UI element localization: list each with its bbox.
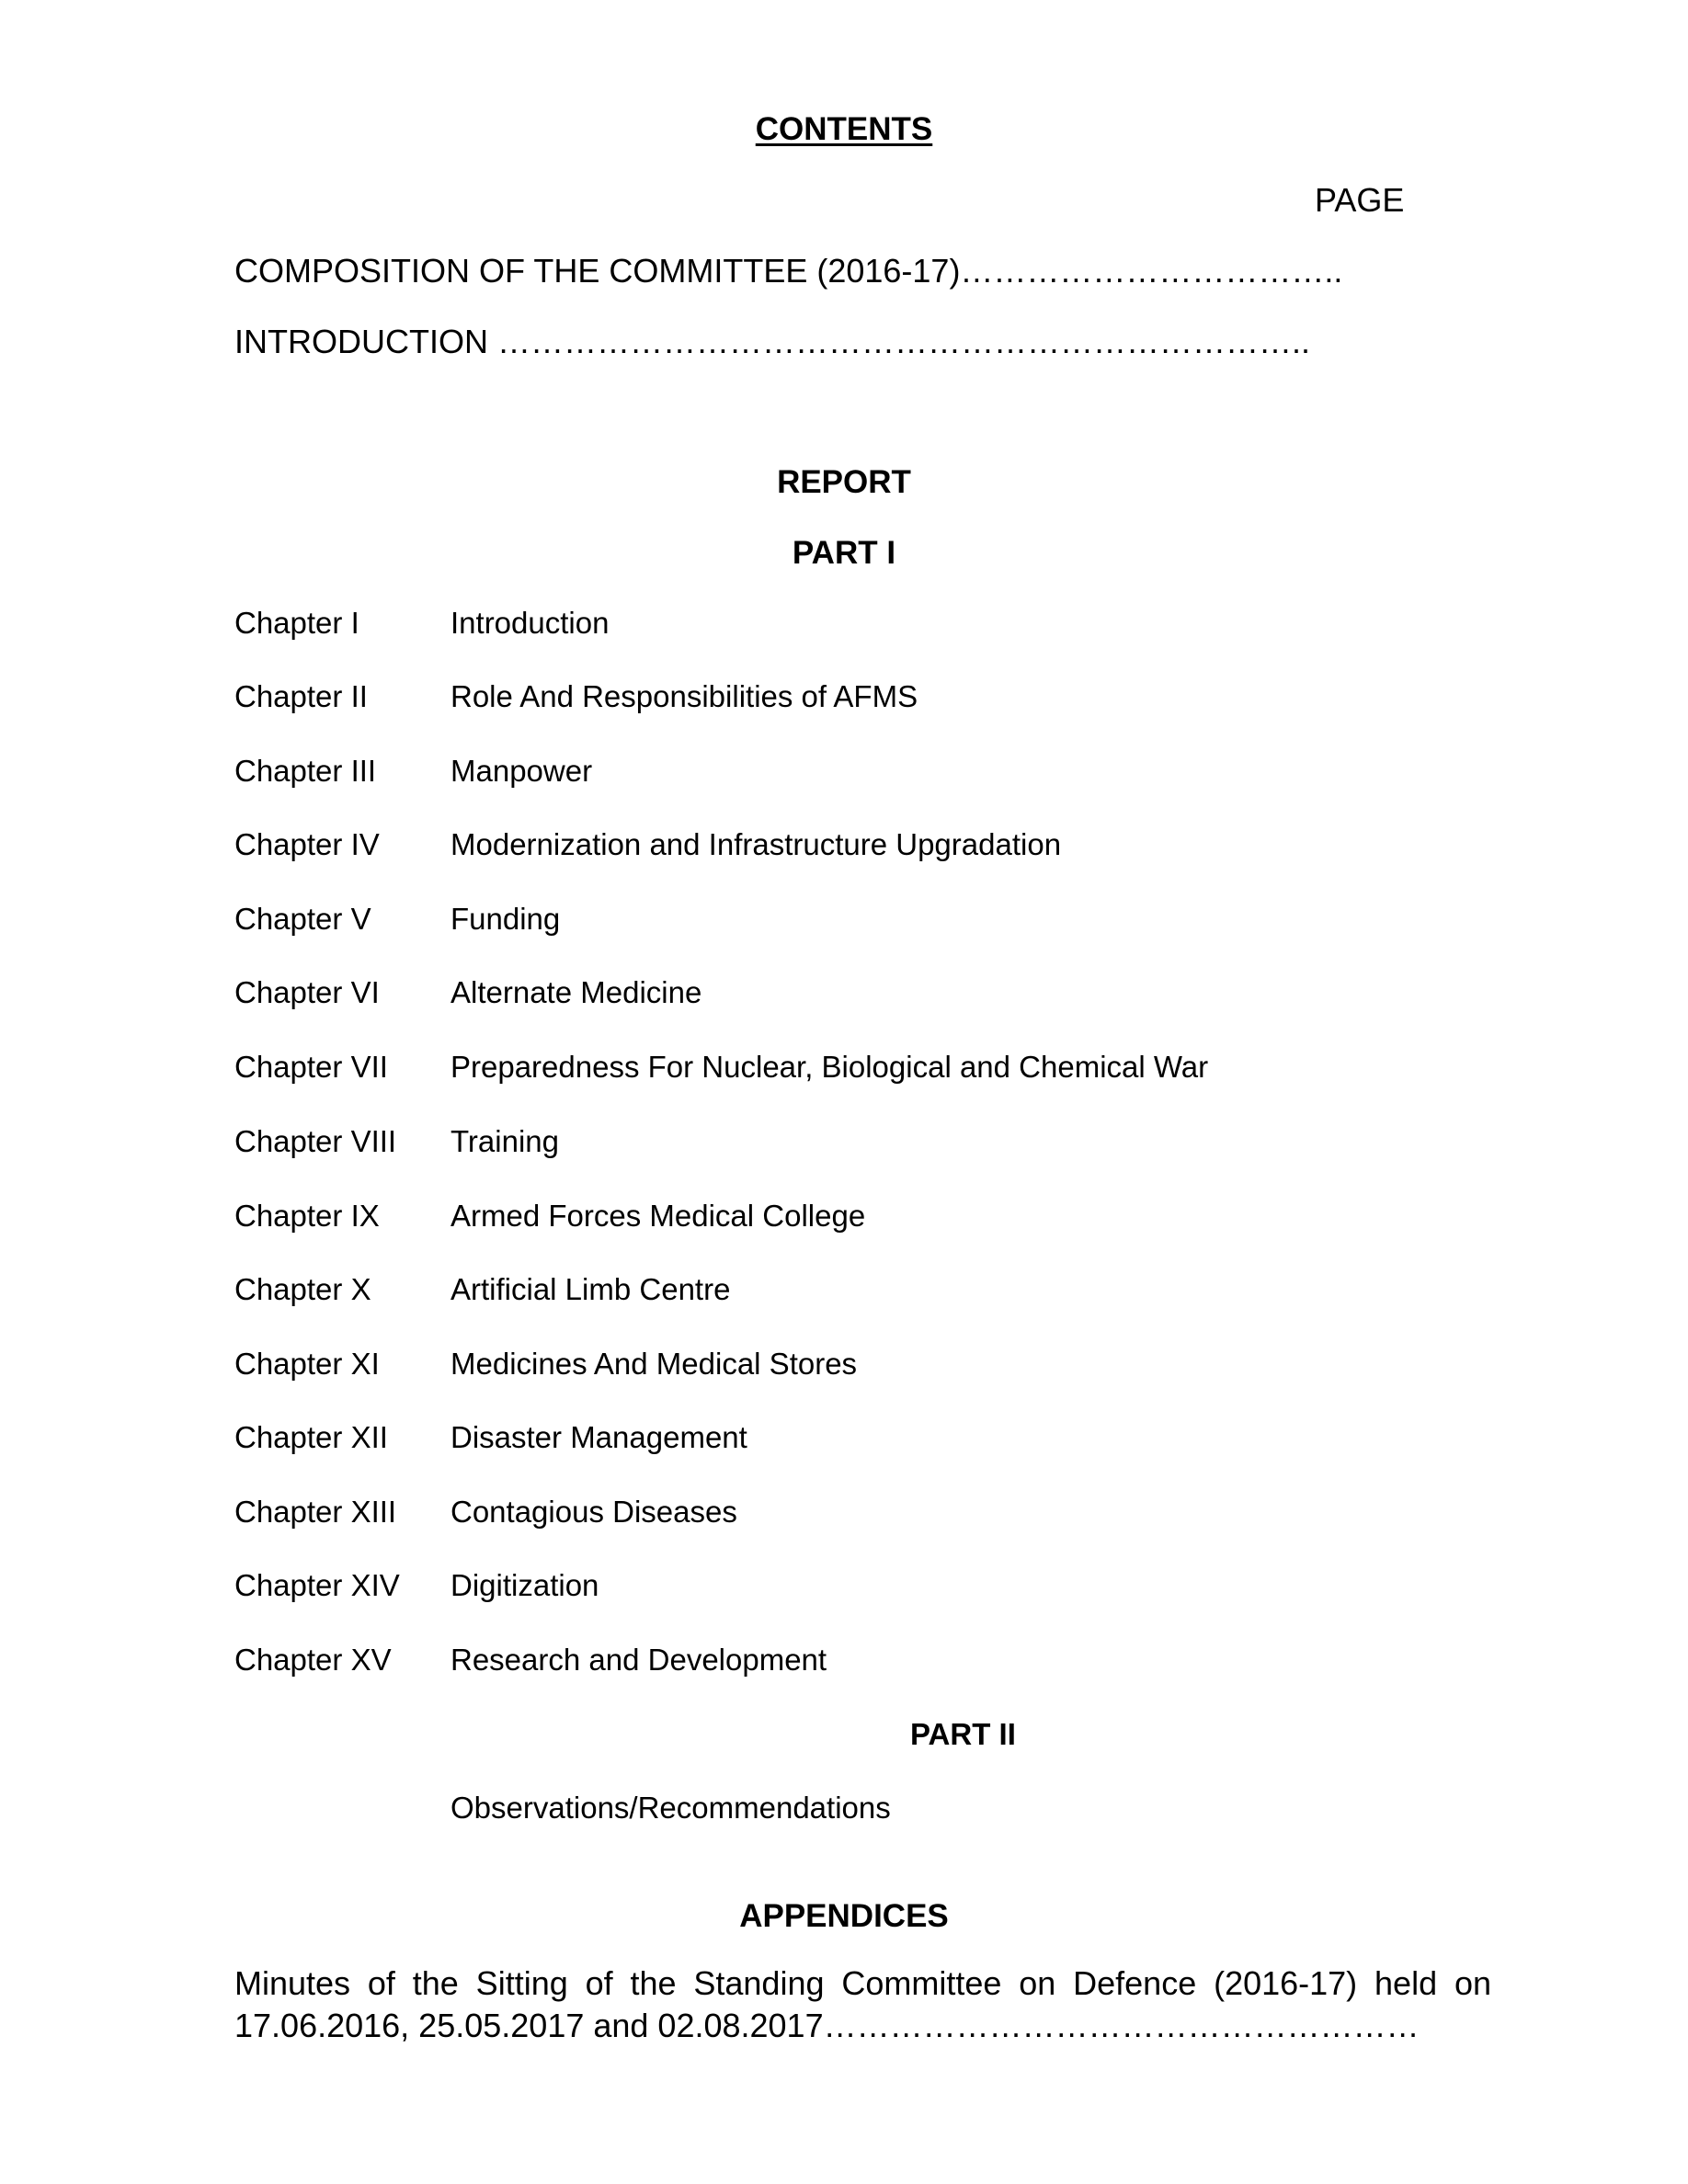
chapter-title: Role And Responsibilities of AFMS bbox=[451, 679, 918, 713]
chapter-number: Chapter XI bbox=[234, 1347, 380, 1381]
chapter-number: Chapter VI bbox=[234, 975, 380, 1009]
chapter-number: Chapter X bbox=[234, 1272, 371, 1306]
chapter-number: Chapter VIII bbox=[234, 1124, 397, 1158]
chapter-title: Disaster Management bbox=[451, 1420, 747, 1454]
chapter-title: Digitization bbox=[451, 1568, 599, 1602]
appendices-heading: APPENDICES bbox=[739, 1898, 949, 1934]
chapter-number: Chapter IX bbox=[234, 1199, 380, 1233]
chapter-title: Armed Forces Medical College bbox=[451, 1199, 866, 1233]
chapter-title: Medicines And Medical Stores bbox=[451, 1347, 858, 1381]
chapter-number: Chapter XIV bbox=[234, 1568, 400, 1602]
report-heading: REPORT bbox=[777, 464, 911, 500]
appendix-minutes-entry: Minutes of the Sitting of the Standing Committee on Defence (2016-17) held on 17.06.2016, 25.05.2017 and 02.08.2017……………………………………………… bbox=[234, 1964, 1491, 2044]
chapter-title: Artificial Limb Centre bbox=[451, 1272, 731, 1306]
part1-heading: PART I bbox=[792, 535, 896, 571]
chapter-title: Research and Development bbox=[451, 1643, 827, 1677]
chapter-title: Manpower bbox=[451, 754, 593, 788]
chapter-number: Chapter III bbox=[234, 754, 377, 788]
chapter-number: Chapter XII bbox=[234, 1420, 388, 1454]
chapter-title: Modernization and Infrastructure Upgradation bbox=[451, 827, 1062, 861]
chapter-number: Chapter XV bbox=[234, 1643, 392, 1677]
contents-heading: CONTENTS bbox=[755, 111, 933, 147]
chapter-number: Chapter XIII bbox=[234, 1495, 397, 1529]
chapter-title: Contagious Diseases bbox=[451, 1495, 737, 1529]
chapter-title: Funding bbox=[451, 902, 561, 936]
chapter-number: Chapter V bbox=[234, 902, 371, 936]
chapter-title: Introduction bbox=[451, 606, 610, 640]
chapter-number: Chapter I bbox=[234, 606, 359, 640]
page-column-label: PAGE bbox=[1315, 181, 1405, 219]
chapter-number: Chapter II bbox=[234, 679, 368, 713]
chapter-title: Preparedness For Nuclear, Biological and Chemical War bbox=[451, 1050, 1209, 1084]
part2-heading: PART II bbox=[910, 1717, 1016, 1751]
toc-entry-introduction: INTRODUCTION ……………………………………………………………….. bbox=[234, 323, 1310, 360]
part2-entry-observations: Observations/Recommendations bbox=[451, 1791, 891, 1825]
chapter-title: Alternate Medicine bbox=[451, 975, 702, 1009]
toc-entry-composition: COMPOSITION OF THE COMMITTEE (2016-17)…………………………….. bbox=[234, 252, 1343, 290]
chapter-title: Training bbox=[451, 1124, 559, 1158]
chapter-number: Chapter IV bbox=[234, 827, 380, 861]
chapter-number: Chapter VII bbox=[234, 1050, 388, 1084]
